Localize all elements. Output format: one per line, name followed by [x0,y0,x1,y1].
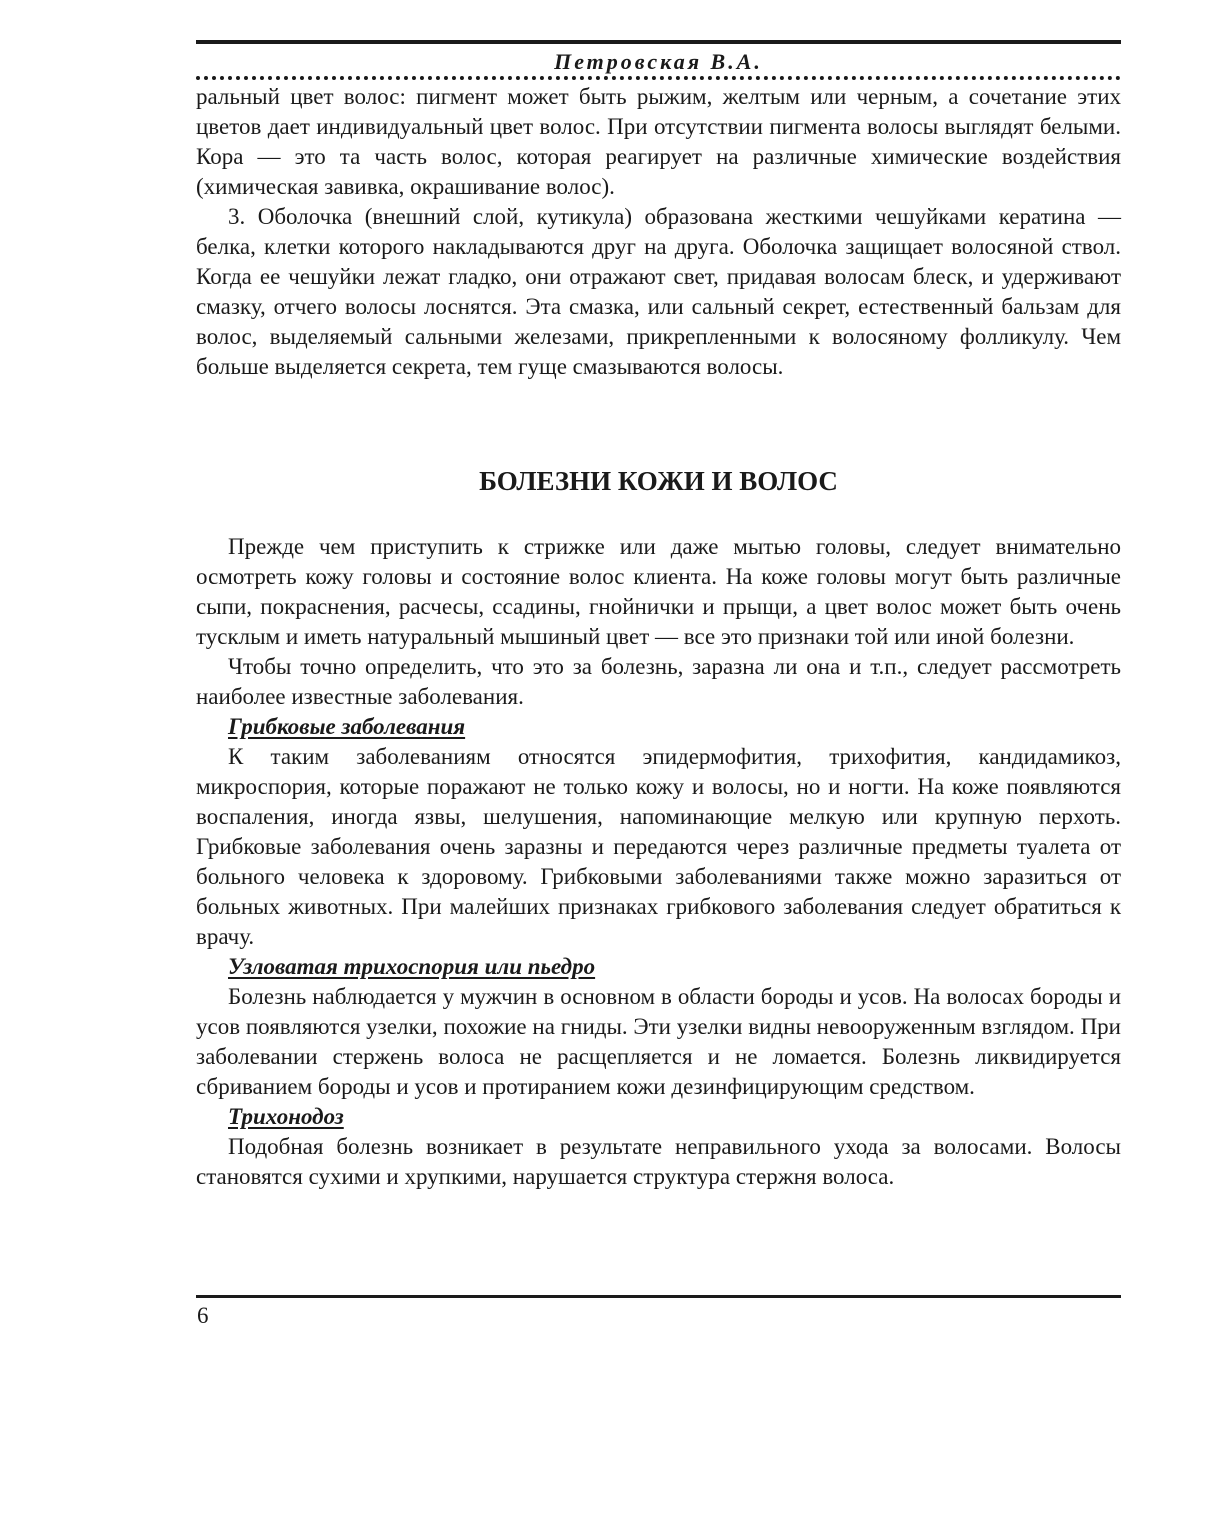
paragraph-trichonodosis: Подобная болезнь возникает в результате неправильного ухода за волосами. Волосы становятся сухими и хрупкими, нарушается структура стержня волоса. [196,1134,1121,1189]
paragraph-continuation: ральный цвет волос: пигмент может быть рыжим, желтым или черным, а сочетание этих цветов дает индивидуальный цвет волос. При отсутствии пигмента волосы выглядят белыми. Кора — это та часть волос, которая реагирует на различные химические воздействия (химическая завивка, окрашивание волос). [196,84,1121,199]
subhead-fungal: Грибковые заболевания [228,714,466,739]
paragraph-intro-2: Чтобы точно определить, что это за болезнь, заразна ли она и т.п., следует рассмотреть наиболее известные заболевания. [196,654,1121,709]
paragraph-cuticle: 3. Оболочка (внешний слой, кутикула) образована жесткими чешуйками кератина — белка, клетки которого накладываются друг на друга. Оболочка защищает волосяной ствол. Когда ее чешуйки лежат гладко, они отражают свет, придавая волосам блеск, и удерживают смазку, отчего волосы лоснятся. Эта смазка, или сальный секрет, естественный бальзам для волос, выделяемый сальными железами, прикрепленными к волосяному фолликулу. Чем больше выделяется секрета, тем гуще смазываются волосы. [196,204,1121,379]
page-number: 6 [197,1303,209,1328]
paragraph-intro-1: Прежде чем приступить к стрижке или даже мытью головы, следует внимательно осмотреть кожу головы и состояние волос клиента. На коже головы могут быть различные сыпи, покраснения, расчесы, ссадины, гнойнички и прыщи, а цвет волос может быть очень тусклым и иметь натуральный мышиный цвет — все это признаки той или иной болезни. [196,534,1121,649]
paragraph-piedra: Болезнь наблюдается у мужчин в основном в области бороды и усов. На волосах бороды и усов появляются узелки, похожие на гниды. Эти узелки видны невооруженным взглядом. При заболевании стержень волоса не расщепляется и не ломается. Болезнь ликвидируется сбриванием бороды и усов и протиранием кожи дезинфицирующим средством. [196,984,1121,1099]
section-title: БОЛЕЗНИ КОЖИ И ВОЛОС [479,466,838,496]
page [196,40,1121,1192]
footer-rule [196,1295,1121,1298]
body-text [196,82,1121,1192]
subhead-piedra: Узловатая трихоспория или пьедро [228,954,596,979]
paragraph-fungal: К таким заболеваниям относятся эпидермофития, трихофития, кандидамикоз, микроспория, которые поражают не только кожу и волосы, но и ногти. На коже появляются воспаления, иногда язвы, шелушения, напоминающие мелкую или крупную перхоть. Грибковые заболевания очень заразны и передаются через различные предметы туалета от больного человека к здоровому. Грибковыми заболеваниями также можно заразиться от больных животных. При малейших признаках грибкового заболевания следует обратиться к врачу. [196,744,1121,949]
header-dotted-rule [196,76,1121,80]
running-head-title: Петровская В.А. [554,49,763,74]
subhead-trichonodosis: Трихонодоз [228,1104,344,1129]
